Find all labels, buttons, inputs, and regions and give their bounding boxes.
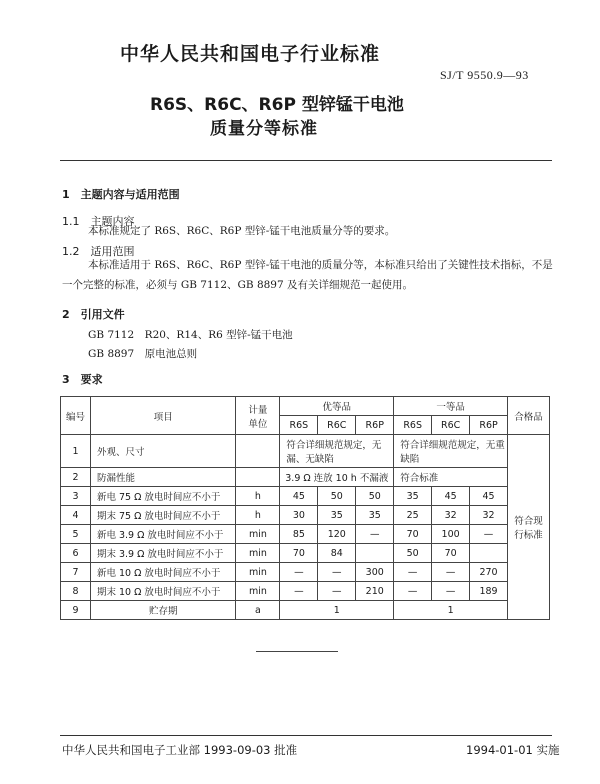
table-row: 4 期末 75 Ω 放电时间应不小于 h 30 35 35 25 32 32 bbox=[61, 506, 550, 525]
qualified-grade-cell: 符合现 行标准 bbox=[508, 435, 550, 620]
section-1-2-body-line2: 一个完整的标准，必须与 GB 7112、GB 8897 及有关详细规范一起使用。 bbox=[62, 279, 414, 291]
sub-r6c: R6C bbox=[432, 416, 470, 435]
table-row: 2 防漏性能 3.9 Ω 连放 10 h 不漏液 符合标准 bbox=[61, 468, 550, 487]
superior-merged-cell: 符合详细规范规定，无漏、无缺陷 bbox=[280, 435, 394, 468]
header-divider bbox=[60, 160, 552, 161]
header-qualified-grade: 合格品 bbox=[508, 397, 550, 435]
section-1-2-body-line1: 本标准适用于 R6S、R6C、R6P 型锌-锰干电池的质量分等，本标准只给出了关键性技术指标，不是 bbox=[88, 259, 553, 271]
table-row: 3 新电 75 Ω 放电时间应不小于 h 45 50 50 35 45 45 bbox=[61, 487, 550, 506]
superior-merged-cell: 3.9 Ω 连放 10 h 不漏液 bbox=[280, 468, 394, 487]
section-1-1-body: 本标准规定了 R6S、R6C、R6P 型锌-锰干电池质量分等的要求。 bbox=[88, 225, 396, 237]
table-row: 9 贮存期 a 1 1 bbox=[61, 601, 550, 620]
footer-divider bbox=[60, 735, 552, 736]
standard-number: SJ/T 9550.9—93 bbox=[440, 68, 529, 82]
section-1-2-title: 1.2 适用范围 bbox=[62, 245, 135, 258]
header-item: 项目 bbox=[90, 397, 236, 435]
sub-r6p: R6P bbox=[470, 416, 508, 435]
header-superior-grade: 优等品 bbox=[280, 397, 394, 416]
first-merged-cell: 符合详细规范规定，无重缺陷 bbox=[394, 435, 508, 468]
sub-r6s: R6S bbox=[280, 416, 318, 435]
section-1-1-title: 1.1 主题内容 bbox=[62, 215, 135, 228]
table-row: 6 期末 3.9 Ω 放电时间应不小于 min 70 84 50 70 bbox=[61, 544, 550, 563]
table-row: 5 新电 3.9 Ω 放电时间应不小于 min 85 120 — 70 100 — bbox=[61, 525, 550, 544]
table-row: 7 新电 10 Ω 放电时间应不小于 min — — 300 — — 270 bbox=[61, 563, 550, 582]
section-3-title: 3 要求 bbox=[62, 373, 103, 386]
reference-gb8897: GB 8897 原电池总则 bbox=[88, 348, 198, 360]
header-first-grade: 一等品 bbox=[394, 397, 508, 416]
issuing-authority-heading: 中华人民共和国电子行业标准 bbox=[120, 43, 381, 65]
first-merged-cell: 1 bbox=[394, 601, 508, 620]
document-title-line2: 质量分等标准 bbox=[210, 119, 318, 139]
sub-r6s: R6S bbox=[394, 416, 432, 435]
table-row: 1 外观、尺寸 符合详细规范规定，无漏、无缺陷 符合详细规范规定，无重缺陷 符合现 行标准 bbox=[61, 435, 550, 468]
implementation-date: 1994-01-01 实施 bbox=[466, 743, 560, 757]
requirements-table bbox=[60, 396, 550, 620]
sub-r6p: R6P bbox=[356, 416, 394, 435]
section-1-title: 1 主题内容与适用范围 bbox=[62, 188, 180, 201]
approval-date: 中华人民共和国电子工业部 1993-09-03 批准 bbox=[62, 743, 298, 757]
reference-gb7112: GB 7112 R20、R14、R6 型锌-锰干电池 bbox=[88, 329, 293, 341]
end-of-text-line bbox=[256, 651, 338, 652]
header-unit: 计量 单位 bbox=[236, 397, 280, 435]
table-row: 8 期末 10 Ω 放电时间应不小于 min — — 210 — — 189 bbox=[61, 582, 550, 601]
superior-merged-cell: 1 bbox=[280, 601, 394, 620]
sub-r6c: R6C bbox=[318, 416, 356, 435]
header-no: 编号 bbox=[61, 397, 91, 435]
document-title-line1: R6S、R6C、R6P 型锌锰干电池 bbox=[150, 95, 404, 115]
section-2-title: 2 引用文件 bbox=[62, 308, 125, 321]
first-merged-cell: 符合标准 bbox=[394, 468, 508, 487]
